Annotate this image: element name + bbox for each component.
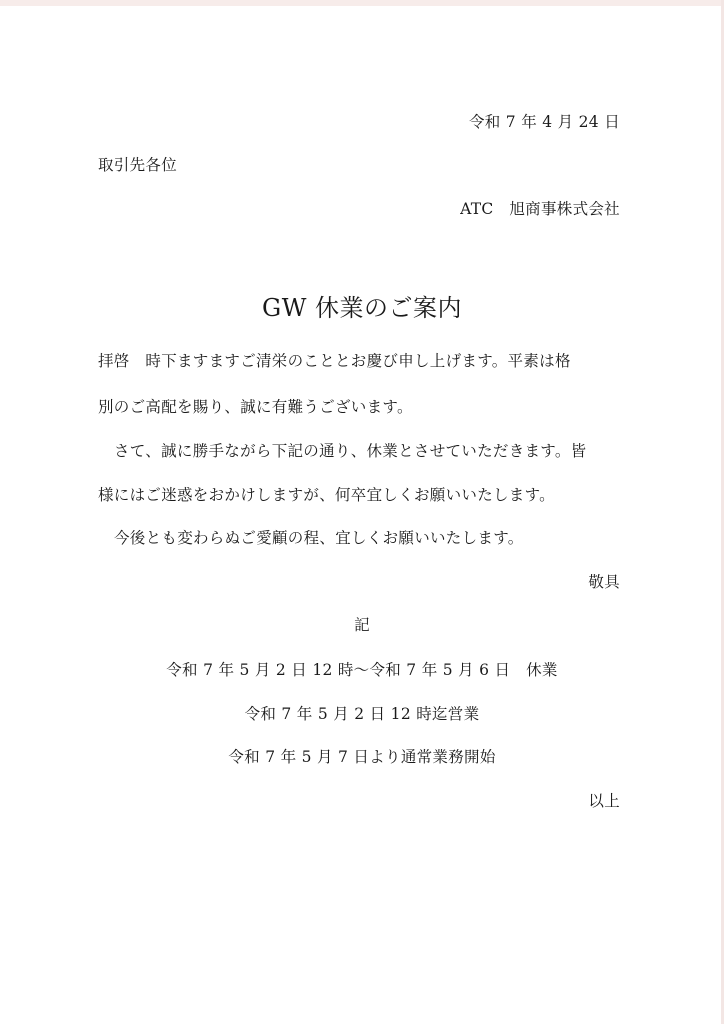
body-paragraph-2-line-1: さて、誠に勝手ながら下記の通り、休業とさせていただきます。皆 — [114, 442, 587, 460]
notes-end: 以上 — [588, 792, 620, 810]
body-paragraph-3-line-1: 今後とも変わらぬご愛顧の程、宜しくお願いいたします。 — [114, 529, 524, 547]
recipient: 取引先各位 — [98, 156, 178, 174]
notes-item-3: 令和 7 年 5 月 7 日より通常業務開始 — [228, 748, 496, 766]
notes-item-1: 令和 7 年 5 月 2 日 12 時～令和 7 年 5 月 6 日 休業 — [166, 661, 558, 679]
body-paragraph-2-line-2: 様にはご迷惑をおかけしますが、何卒宜しくお願いいたします。 — [98, 486, 555, 504]
closing-keigu: 敬具 — [588, 573, 620, 591]
notes-heading: 記 — [354, 616, 370, 634]
body-paragraph-1-line-1: 拝啓 時下ますますご清栄のこととお慶び申し上げます。平素は格 — [98, 352, 571, 370]
body-paragraph-1-line-2: 別のご高配を賜り、誠に有難うございます。 — [98, 398, 413, 416]
notes-item-2: 令和 7 年 5 月 2 日 12 時迄営業 — [244, 705, 480, 723]
sender: ATC 旭商事株式会社 — [460, 200, 620, 218]
document-title: GW 休業のご案内 — [262, 294, 462, 322]
document-date: 令和 7 年 4 月 24 日 — [468, 113, 620, 131]
